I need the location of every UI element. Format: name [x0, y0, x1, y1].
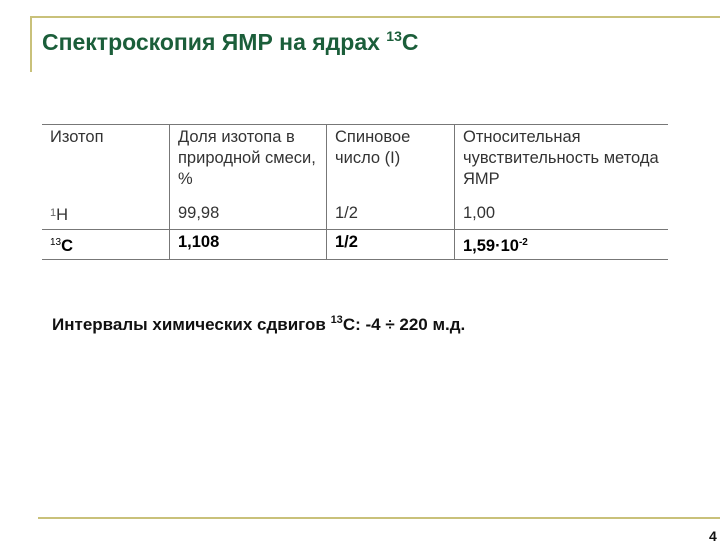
- intervals-superscript: 13: [330, 314, 343, 326]
- header-sensitivity: Относительная чувствительность метода ЯМР: [455, 125, 669, 202]
- chemical-shift-intervals: [52, 314, 465, 335]
- isotope-mass-number: 1: [50, 207, 57, 219]
- title-text: Спектроскопия ЯМР на ядрах: [42, 29, 387, 55]
- header-spin: Спиновое число (I): [327, 125, 455, 202]
- isotope-table: [42, 124, 668, 260]
- cell-spin: 1/2: [327, 230, 455, 260]
- slide-frame-top-line: [30, 16, 720, 18]
- cell-sensitivity: 1,00: [455, 201, 669, 230]
- header-abundance: Доля изотопа в природной смеси, %: [170, 125, 327, 202]
- intervals-value: C: -4 ÷ 220 м.д.: [342, 315, 466, 334]
- isotope-symbol: C: [61, 237, 74, 255]
- cell-abundance: 1,108: [170, 230, 327, 260]
- table-row: [42, 230, 668, 260]
- slide-frame-bottom-line: [38, 517, 720, 519]
- title-superscript: 13: [386, 28, 402, 44]
- slide-title: [42, 28, 419, 56]
- cell-isotope: [42, 201, 170, 230]
- cell-abundance: 99,98: [170, 201, 327, 230]
- sensitivity-exponent: -2: [518, 237, 528, 248]
- table-header-row: [42, 125, 668, 202]
- header-isotope: Изотоп: [42, 125, 170, 202]
- cell-sensitivity: [455, 230, 669, 260]
- page-number: 4: [709, 528, 717, 544]
- isotope-symbol: H: [56, 206, 69, 224]
- isotope-mass-number: 13: [50, 237, 62, 248]
- slide-frame-left-line: [30, 16, 32, 72]
- sensitivity-mantissa: 1,59·10: [463, 237, 519, 255]
- intervals-label: Интервалы химических сдвигов: [52, 315, 331, 334]
- title-tail: C: [401, 29, 419, 55]
- table-row: [42, 201, 668, 230]
- cell-spin: 1/2: [327, 201, 455, 230]
- cell-isotope: [42, 230, 170, 260]
